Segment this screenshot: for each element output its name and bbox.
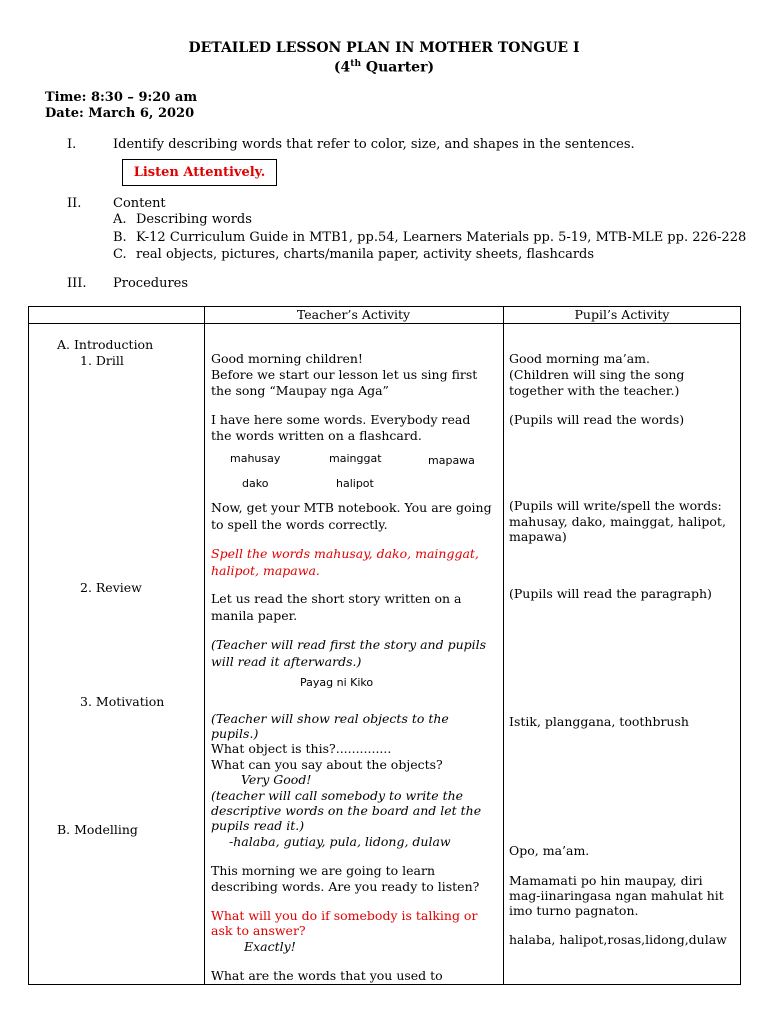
content-item-a: Describing words	[136, 212, 252, 227]
teacher-line: Let us read the short story written on a	[211, 591, 462, 606]
teacher-line-red: halipot, mapawa.	[211, 563, 320, 578]
content-item-c: real objects, pictures, charts/manila paper, activity sheets, flashcards	[136, 247, 595, 262]
flashcard-word: dako	[242, 477, 269, 490]
teacher-line: describing words. Are you ready to listen?	[211, 879, 480, 894]
pupil-line: (Pupils will write/spell the words:	[509, 498, 722, 513]
pupil-line: Opo, ma’am.	[509, 843, 590, 858]
pupil-line: mahusay, dako, mainggat, halipot,	[509, 514, 726, 529]
table-divider-2	[503, 306, 504, 985]
teacher-line: Very Good!	[241, 772, 312, 787]
teacher-line: the words written on a flashcard.	[211, 428, 422, 443]
content-item-b-mark: B.	[113, 230, 127, 245]
teacher-line: manila paper.	[211, 608, 298, 623]
teacher-line: Before we start our lesson let us sing first	[211, 367, 478, 382]
section-ii-num: II.	[67, 196, 82, 211]
teacher-line: What object is this?..............	[211, 741, 392, 756]
teacher-line-red: What will you do if somebody is talking or	[211, 908, 478, 923]
section-i-objective: Identify describing words that refer to color, size, and shapes in the sentences.	[113, 137, 635, 152]
pupil-col-header: Pupil’s Activity	[574, 307, 670, 322]
section-iii-num: III.	[67, 276, 87, 291]
section-ii-title: Content	[113, 196, 166, 211]
step-introduction: A. Introduction	[57, 337, 154, 352]
teacher-line: the song “Maupay nga Aga”	[211, 383, 389, 398]
doc-subtitle: (4th Quarter)	[333, 59, 435, 76]
teacher-line-red: Spell the words mahusay, dako, mainggat,	[211, 546, 479, 561]
teacher-line: (Teacher will read first the story and pupils	[211, 637, 487, 652]
doc-title: DETAILED LESSON PLAN IN MOTHER TONGUE I	[188, 40, 580, 56]
content-item-b: K-12 Curriculum Guide in MTB1, pp.54, Learners Materials pp. 5-19, MTB-MLE pp. 226-228	[136, 230, 747, 245]
teacher-line: pupils.)	[211, 726, 259, 741]
step-modelling: B. Modelling	[57, 822, 138, 837]
teacher-line: What can you say about the objects?	[211, 757, 443, 772]
date-line: Date: March 6, 2020	[45, 106, 195, 121]
teacher-line-red: ask to answer?	[211, 923, 306, 938]
pupil-line: together with the teacher.)	[509, 383, 680, 398]
flashcard-word: mainggat	[329, 452, 382, 465]
pupil-line: Mamamati po hin maupay, diri	[509, 873, 703, 888]
teacher-line: to spell the words correctly.	[211, 517, 388, 532]
section-i-num: I.	[67, 137, 77, 152]
story-title: Payag ni Kiko	[300, 676, 374, 689]
pupil-line: (Children will sing the song	[509, 367, 685, 382]
pupil-line: imo turno pagnaton.	[509, 903, 639, 918]
teacher-line: I have here some words. Everybody read	[211, 412, 471, 427]
pupil-line: halaba, halipot,rosas,lidong,dulaw	[509, 932, 727, 947]
pupil-line: (Pupils will read the words)	[509, 412, 685, 427]
pupil-line: (Pupils will read the paragraph)	[509, 586, 712, 601]
flashcard-word: mapawa	[428, 454, 475, 467]
content-item-c-mark: C.	[113, 247, 127, 262]
teacher-line: (Teacher will show real objects to the	[211, 711, 449, 726]
teacher-line: (teacher will call somebody to write the	[211, 788, 464, 803]
section-iii-title: Procedures	[113, 276, 189, 291]
teacher-line: will read it afterwards.)	[211, 654, 362, 669]
flashcard-word: mahusay	[230, 452, 281, 465]
flashcard-word: halipot	[336, 477, 374, 490]
teacher-line: pupils read it.)	[211, 818, 305, 833]
pupil-line: Good morning ma’am.	[509, 351, 650, 366]
table-header-rule	[28, 323, 741, 324]
step-motivation: 3. Motivation	[80, 694, 165, 709]
teacher-line: What are the words that you used to	[211, 968, 443, 983]
step-review: 2. Review	[80, 580, 142, 595]
step-drill: 1. Drill	[80, 353, 124, 368]
teacher-line: Now, get your MTB notebook. You are going	[211, 500, 492, 515]
teacher-col-header: Teacher’s Activity	[296, 307, 411, 322]
pupil-line: Istik, planggana, toothbrush	[509, 714, 689, 729]
teacher-line: This morning we are going to learn	[211, 863, 436, 878]
listen-box: Listen Attentively.	[122, 159, 277, 186]
teacher-line: Exactly!	[244, 939, 296, 954]
content-item-a-mark: A.	[113, 212, 127, 227]
time-line: Time: 8:30 – 9:20 am	[45, 90, 198, 105]
teacher-line: descriptive words on the board and let the	[211, 803, 482, 818]
pupil-line: mapawa)	[509, 529, 567, 544]
pupil-line: mag-iinaringasa ngan mahulat hit	[509, 888, 724, 903]
table-divider-1	[204, 306, 205, 985]
teacher-line: -halaba, gutiay, pula, lidong, dulaw	[229, 834, 451, 849]
teacher-line: Good morning children!	[211, 351, 363, 366]
